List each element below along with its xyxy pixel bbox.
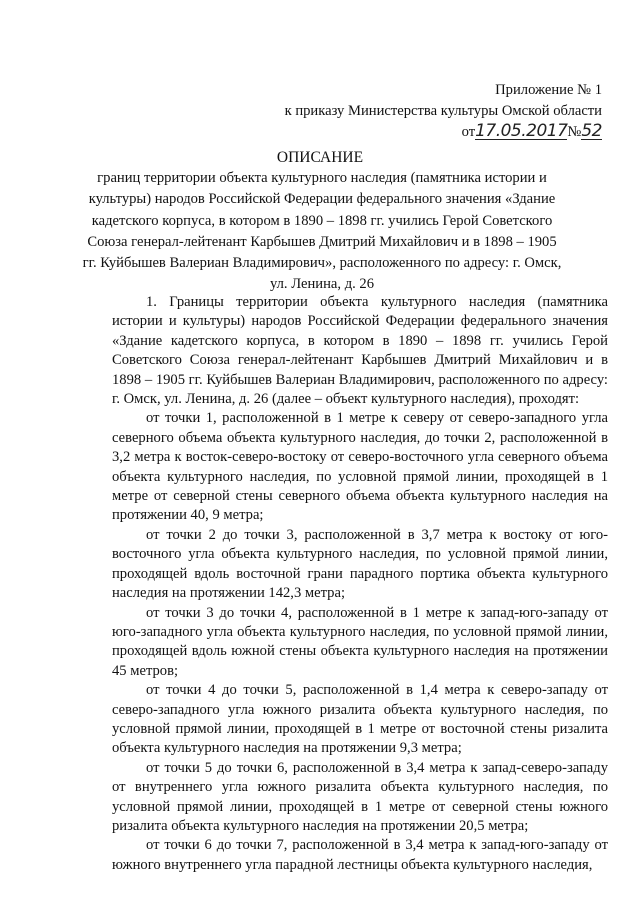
- appendix-date-line: [285, 122, 602, 143]
- paragraph: от точки 2 до точки 3, расположенной в 3,7 метра к востоку от юго-восточного угла объекта культурного наследия, по условной прямой линии, проходящей вдоль восточной грани парадного портика объекта культурного наследия на протяжении 142,3 метра;: [112, 526, 608, 602]
- paragraph: от точки 4 до точки 5, расположенной в 1,4 метра к северо-западу от северо-западного угла южного ризалита объекта культурного наследия, по условной прямой линии, проходящей в 1 метре от восточной стены ризалита объекта культурного наследия на протяжении 9,3 метра;: [112, 682, 608, 757]
- number-prefix: №: [567, 124, 582, 140]
- paragraph: от точки 5 до точки 6, расположенной в 3,4 метра к запад-северо-западу от внутреннего угла южного ризалита объекта культурного наследия, по условной прямой линии, проходящей в 1 метре от северной стены южного ризалита объекта культурного наследия на протяжении 20,5 метра;: [112, 759, 608, 834]
- appendix-order: к приказу Министерства культуры Омской области: [284, 103, 602, 119]
- document-body: [112, 293, 608, 875]
- appendix-block: [285, 80, 602, 143]
- paragraph: от точки 1, расположенной в 1 метре к северу от северо-западного угла северного объема объекта культурного наследия, до точки 2, расположенной в 3,2 метра к восток-северо-востоку от северо-восточного угла северного объема объекта культурного наследия, по условной прямой линии, проходящей в 1 метре от северной стены северного объема объекта культурного наследия на протяжении 40, 9 метра;: [112, 410, 608, 524]
- handwritten-number: 52: [581, 121, 602, 141]
- paragraph: от точки 6 до точки 7, расположенной в 3,4 метра к запад-юго-западу от южного внутреннего угла парадной лестницы объекта культурного наследия,: [112, 837, 608, 873]
- date-prefix: от: [461, 124, 476, 140]
- document-subject: границ территории объекта культурного наследия (памятника истории и культуры) народов Российской Федерации федерального значения «Здание кадетского корпуса, в котором в 1890 – 1898 гг. учились Герой Советского Союза генерал-лейтенант Карбышев Дмитрий Михайлович и в 1898 – 1905 гг. Куйбышев Валериан Владимирович», расположенного по адресу: г. Омск, ул. Ленина, д. 26: [82, 170, 562, 293]
- document-heading: ОПИСАНИЕ: [276, 149, 364, 166]
- handwritten-date: 17.05.2017: [475, 121, 568, 141]
- paragraph: от точки 3 до точки 4, расположенной в 1 метре к запад-юго-западу от юго-западного угла объекта культурного наследия, по условной прямой линии, проходящей вдоль южной стены объекта культурного наследия на протяжении 45 метров;: [112, 604, 608, 679]
- paragraph: 1. Границы территории объекта культурного наследия (памятника истории и культуры) народов Российской Федерации федерального значения «Здание кадетского корпуса, в котором в 1890 – 1898 гг. учились Герой Советского Союза генерал-лейтенант Карбышев Дмитрий Михайлович и в 1898 – 1905 гг. Куйбышев Валериан Владимирович, расположенного по адресу: г. Омск, ул. Ленина, д. 26 (далее – объект культурного наследия), проходят:: [112, 294, 608, 408]
- appendix-title: Приложение № 1: [495, 82, 602, 98]
